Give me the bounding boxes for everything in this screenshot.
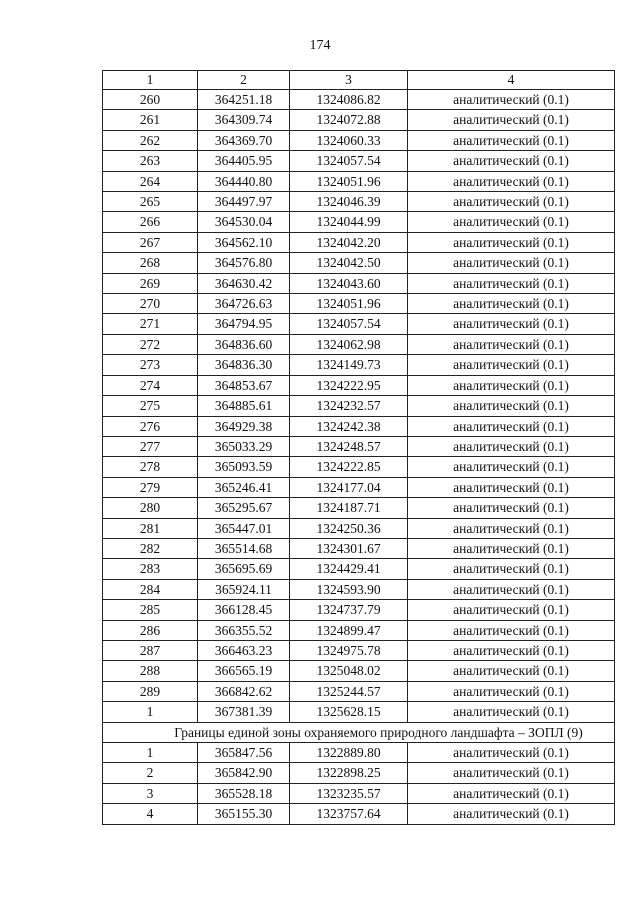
table-row xyxy=(103,702,615,722)
table-cell: 1324051.96 xyxy=(290,171,408,191)
table-cell: 286 xyxy=(103,620,198,640)
table-cell: аналитический (0.1) xyxy=(408,436,615,456)
table-cell: аналитический (0.1) xyxy=(408,538,615,558)
table-cell: 1324222.95 xyxy=(290,375,408,395)
table-row xyxy=(103,334,615,354)
table-row xyxy=(103,151,615,171)
table-cell: аналитический (0.1) xyxy=(408,375,615,395)
table-row xyxy=(103,273,615,293)
table-cell: 365246.41 xyxy=(198,477,290,497)
coordinates-table xyxy=(102,70,615,825)
table-cell: 364794.95 xyxy=(198,314,290,334)
table-cell: 269 xyxy=(103,273,198,293)
table-cell: 1324086.82 xyxy=(290,90,408,110)
table-header-row xyxy=(103,71,615,90)
table-row xyxy=(103,375,615,395)
column-header: 3 xyxy=(290,71,408,90)
table-cell: 261 xyxy=(103,110,198,130)
table-cell: 273 xyxy=(103,355,198,375)
table-cell: 366565.19 xyxy=(198,661,290,681)
table-cell: аналитический (0.1) xyxy=(408,804,615,824)
table-cell: аналитический (0.1) xyxy=(408,457,615,477)
table-cell: 364530.04 xyxy=(198,212,290,232)
table-cell: аналитический (0.1) xyxy=(408,334,615,354)
table-cell: аналитический (0.1) xyxy=(408,212,615,232)
table-cell: 283 xyxy=(103,559,198,579)
table-row xyxy=(103,192,615,212)
table-cell: 364309.74 xyxy=(198,110,290,130)
table-cell: 281 xyxy=(103,518,198,538)
table-cell: аналитический (0.1) xyxy=(408,273,615,293)
table-cell: 1324060.33 xyxy=(290,130,408,150)
table-row xyxy=(103,681,615,701)
table-cell: 1324232.57 xyxy=(290,396,408,416)
table-cell: 365033.29 xyxy=(198,436,290,456)
table-cell: аналитический (0.1) xyxy=(408,743,615,763)
table-cell: аналитический (0.1) xyxy=(408,579,615,599)
table-cell: 1324250.36 xyxy=(290,518,408,538)
table-cell: аналитический (0.1) xyxy=(408,477,615,497)
table-cell: 365155.30 xyxy=(198,804,290,824)
table-cell: 366128.45 xyxy=(198,600,290,620)
table-cell: 276 xyxy=(103,416,198,436)
table-cell: 364853.67 xyxy=(198,375,290,395)
table-row xyxy=(103,783,615,803)
table-cell: аналитический (0.1) xyxy=(408,151,615,171)
table-cell: аналитический (0.1) xyxy=(408,90,615,110)
table-cell: 365924.11 xyxy=(198,579,290,599)
table-row xyxy=(103,396,615,416)
table-row xyxy=(103,110,615,130)
section-title-row xyxy=(103,722,615,742)
table-cell: аналитический (0.1) xyxy=(408,559,615,579)
table-cell: 263 xyxy=(103,151,198,171)
column-header: 2 xyxy=(198,71,290,90)
page-number: 174 xyxy=(309,38,331,53)
table-cell: 365093.59 xyxy=(198,457,290,477)
table-row xyxy=(103,416,615,436)
table-row xyxy=(103,171,615,191)
table-cell: 1324149.73 xyxy=(290,355,408,375)
table-cell: 279 xyxy=(103,477,198,497)
table-cell: 1324057.54 xyxy=(290,151,408,171)
table-cell: 364576.80 xyxy=(198,253,290,273)
table-cell: 3 xyxy=(103,783,198,803)
table-cell: 278 xyxy=(103,457,198,477)
table-cell: аналитический (0.1) xyxy=(408,681,615,701)
table-cell: аналитический (0.1) xyxy=(408,314,615,334)
table-cell: 1324043.60 xyxy=(290,273,408,293)
table-row xyxy=(103,314,615,334)
table-cell: 1322889.80 xyxy=(290,743,408,763)
table-cell: аналитический (0.1) xyxy=(408,110,615,130)
table-cell: аналитический (0.1) xyxy=(408,783,615,803)
table-cell: 1324072.88 xyxy=(290,110,408,130)
table-cell: 365847.56 xyxy=(198,743,290,763)
table-row xyxy=(103,518,615,538)
table-cell: 365695.69 xyxy=(198,559,290,579)
table-cell: 1325048.02 xyxy=(290,661,408,681)
table-cell: 1324046.39 xyxy=(290,192,408,212)
table-row xyxy=(103,743,615,763)
table-cell: 1325628.15 xyxy=(290,702,408,722)
table-row xyxy=(103,579,615,599)
table-cell: 1324301.67 xyxy=(290,538,408,558)
table-row xyxy=(103,212,615,232)
table-cell: 364929.38 xyxy=(198,416,290,436)
table-cell: 364251.18 xyxy=(198,90,290,110)
table-cell: аналитический (0.1) xyxy=(408,192,615,212)
table-row xyxy=(103,538,615,558)
table-cell: 366355.52 xyxy=(198,620,290,640)
table-cell: 365514.68 xyxy=(198,538,290,558)
table-row xyxy=(103,620,615,640)
table-cell: аналитический (0.1) xyxy=(408,620,615,640)
table-cell: аналитический (0.1) xyxy=(408,661,615,681)
table-cell: 262 xyxy=(103,130,198,150)
table-cell: 1 xyxy=(103,702,198,722)
table-cell: 277 xyxy=(103,436,198,456)
table-cell: 1323757.64 xyxy=(290,804,408,824)
table-cell: 1324044.99 xyxy=(290,212,408,232)
table-row xyxy=(103,477,615,497)
table-cell: 365447.01 xyxy=(198,518,290,538)
table-cell: аналитический (0.1) xyxy=(408,763,615,783)
table-cell: 1324248.57 xyxy=(290,436,408,456)
table-row xyxy=(103,232,615,252)
table-cell: аналитический (0.1) xyxy=(408,355,615,375)
table-row xyxy=(103,600,615,620)
section-title: Границы единой зоны охраняемого природного ландшафта – ЗОПЛ (9) xyxy=(103,722,615,742)
table-row xyxy=(103,804,615,824)
table-cell: аналитический (0.1) xyxy=(408,518,615,538)
table-cell: 270 xyxy=(103,294,198,314)
table-cell: 284 xyxy=(103,579,198,599)
table-cell: 1324975.78 xyxy=(290,640,408,660)
table-row xyxy=(103,457,615,477)
table-cell: 1324062.98 xyxy=(290,334,408,354)
table-cell: 364726.63 xyxy=(198,294,290,314)
table-cell: 364562.10 xyxy=(198,232,290,252)
table-cell: 274 xyxy=(103,375,198,395)
table-cell: 1324177.04 xyxy=(290,477,408,497)
table-cell: 364440.80 xyxy=(198,171,290,191)
table-cell: 364369.70 xyxy=(198,130,290,150)
table-cell: 366842.62 xyxy=(198,681,290,701)
table-cell: 289 xyxy=(103,681,198,701)
table-cell: 364836.60 xyxy=(198,334,290,354)
table-row xyxy=(103,253,615,273)
table-cell: 267 xyxy=(103,232,198,252)
table-cell: 265 xyxy=(103,192,198,212)
table-cell: 1324051.96 xyxy=(290,294,408,314)
table-cell: 365842.90 xyxy=(198,763,290,783)
table-cell: аналитический (0.1) xyxy=(408,253,615,273)
table-cell: аналитический (0.1) xyxy=(408,640,615,660)
table-cell: 1324899.47 xyxy=(290,620,408,640)
column-header: 1 xyxy=(103,71,198,90)
table-cell: аналитический (0.1) xyxy=(408,171,615,191)
table-cell: 1324042.20 xyxy=(290,232,408,252)
table-cell: 285 xyxy=(103,600,198,620)
table-row xyxy=(103,436,615,456)
column-header: 4 xyxy=(408,71,615,90)
table-cell: 364405.95 xyxy=(198,151,290,171)
table-cell: 275 xyxy=(103,396,198,416)
table-cell: 288 xyxy=(103,661,198,681)
table-cell: 260 xyxy=(103,90,198,110)
table-cell: 1 xyxy=(103,743,198,763)
table-cell: 1324057.54 xyxy=(290,314,408,334)
table-cell: 364497.97 xyxy=(198,192,290,212)
table-cell: 1324042.50 xyxy=(290,253,408,273)
table-cell: аналитический (0.1) xyxy=(408,498,615,518)
table-row xyxy=(103,90,615,110)
table-cell: 2 xyxy=(103,763,198,783)
table-cell: 271 xyxy=(103,314,198,334)
table-cell: 1324187.71 xyxy=(290,498,408,518)
table-row xyxy=(103,355,615,375)
table-cell: 1324429.41 xyxy=(290,559,408,579)
table-cell: аналитический (0.1) xyxy=(408,600,615,620)
table-row xyxy=(103,661,615,681)
table-cell: 4 xyxy=(103,804,198,824)
table-cell: аналитический (0.1) xyxy=(408,416,615,436)
table-cell: 272 xyxy=(103,334,198,354)
table-cell: 1323235.57 xyxy=(290,783,408,803)
table-cell: 280 xyxy=(103,498,198,518)
table-cell: 1324222.85 xyxy=(290,457,408,477)
table-cell: 364885.61 xyxy=(198,396,290,416)
table-cell: 1325244.57 xyxy=(290,681,408,701)
table-cell: аналитический (0.1) xyxy=(408,294,615,314)
table-cell: 264 xyxy=(103,171,198,191)
table-cell: 1324737.79 xyxy=(290,600,408,620)
table-cell: 364836.30 xyxy=(198,355,290,375)
table-cell: аналитический (0.1) xyxy=(408,396,615,416)
table-cell: 364630.42 xyxy=(198,273,290,293)
table-cell: 268 xyxy=(103,253,198,273)
table-cell: 366463.23 xyxy=(198,640,290,660)
table-cell: 365295.67 xyxy=(198,498,290,518)
table-cell: 1322898.25 xyxy=(290,763,408,783)
table-row xyxy=(103,498,615,518)
table-row xyxy=(103,294,615,314)
table-cell: аналитический (0.1) xyxy=(408,130,615,150)
table-row xyxy=(103,640,615,660)
table-cell: 1324593.90 xyxy=(290,579,408,599)
table-cell: 266 xyxy=(103,212,198,232)
table-cell: 282 xyxy=(103,538,198,558)
table-row xyxy=(103,559,615,579)
table-cell: 1324242.38 xyxy=(290,416,408,436)
table-row xyxy=(103,130,615,150)
table-cell: аналитический (0.1) xyxy=(408,702,615,722)
table-cell: 287 xyxy=(103,640,198,660)
table-cell: аналитический (0.1) xyxy=(408,232,615,252)
table-cell: 365528.18 xyxy=(198,783,290,803)
table-row xyxy=(103,763,615,783)
table-cell: 367381.39 xyxy=(198,702,290,722)
